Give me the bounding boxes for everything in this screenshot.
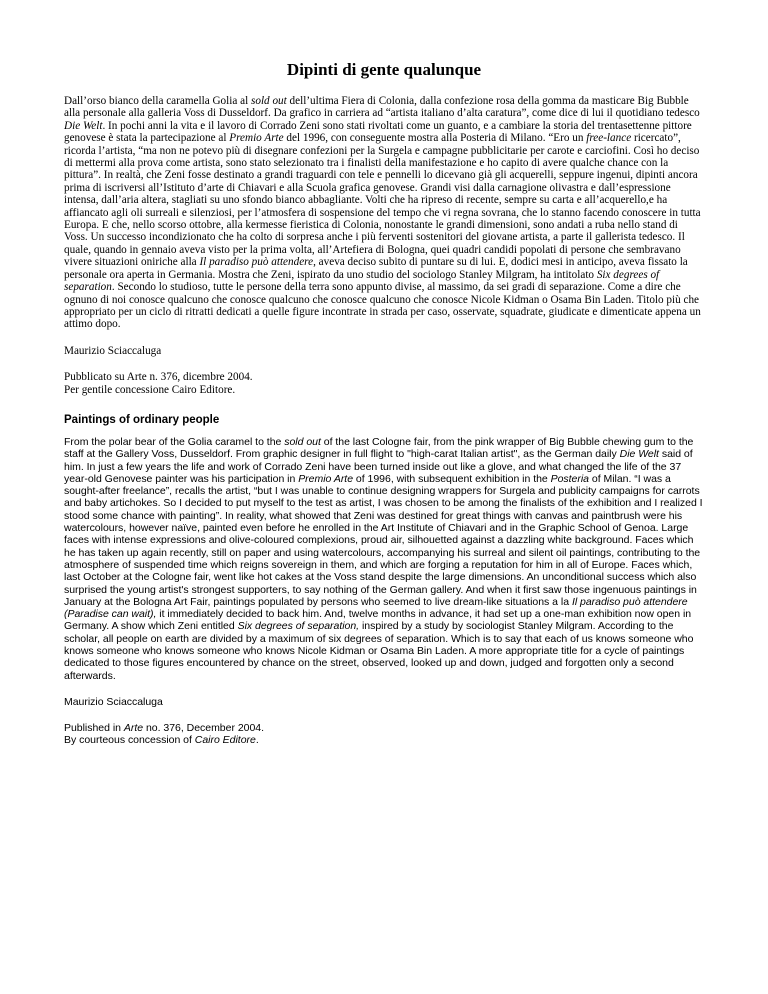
text-run: dell’ultima Fiera di Colonia, dalla confezione rosa della gomma da masticare Big Bubble alla personale alla galleria Voss di Dusseldorf. Da grafico in carriera ad “artista italiano d’alta caratura”, come dice di lui il quotidiano tedesco: [64, 95, 700, 120]
emphasis: Six degrees of separation,: [237, 620, 360, 633]
emphasis: Premio Arte: [298, 472, 354, 485]
text-run: , aveva deciso subito di puntare su di lui. E, dodici mesi in anticipo, aveva fissato la personale ora aperta in Germania. Mostra che Zeni, ispirato da uno studio del sociologo Stanley Milgram, ha intitolato: [64, 256, 688, 281]
text-run: it immediately decided to back him. And, twelve months in advance, it had set up a one-man exhibition now open in Germany. A show which Zeni entitled: [64, 608, 692, 633]
emphasis: sold out: [284, 435, 321, 448]
text-run: Published in: [64, 722, 124, 735]
english-title: Paintings of ordinary people: [64, 413, 220, 426]
text-run: inspired by a study by sociologist Stanley Milgram. According to the scholar, all people on earth are divided by a maximum of six degrees of separation. Which is to say that each of us knows someone who knows someone who knows someone who knows Nicole Kidman or Osama Bin Laden. A more appropriate title for a cycle of paintings dedicated to those figures encountered by chance on the street, observed, looked up and down, judged and forgotten only a second afterwards.: [64, 620, 694, 682]
emphasis: Arte: [123, 722, 144, 735]
text-run: ricercato”, ricorda l’artista, “ma non ne potevo più di disegnare confezioni per la Surgela e campagne pubblicitarie per carote e carciofini. Così ho deciso di mettermi alla prova come artista, sono stato selezionato tra i finalisti della manifestazione e ho capito di avere qualche chance con la pittura”. In realtà, che Zeni fosse destinato a grandi traguardi con tele e pennelli lo dicevano già gli acquerelli, seppure ingenui, dipinti ancora prima di iscriversi all’Istituto d’arte di Chiavari e alla Scuola grafica genovese. Grandi visi dalla carnagione olivastra e dall’espressione intensa, dall’aria altera, stagliati su uno sfondo bianco abbagliante. Volti che ha ripreso di recente, sempre su carta e all’acquerello,e ha affiancato agli oli surreali e silenziosi, per l’atmosfera di sospensione del tempo che vi regna sovrana, che lo stanno facendo conoscere in tutta Europa. E che, nello scorso ottobre, alla kermesse fieristica di Colonia, nonostante le grandi dimensioni, sono andati a ruba nello stand di Voss. Un successo incondizionato che ha colto di sorpresa anche i più ferventi sostenitori del giovane artista, a parte il gallerista tedesco. Il quale, quando in gennaio aveva visto per la prima volta, all’Artefiera di Bologna, quei quadri candidi popolati di persone che sembravano vivere situazioni oniriche alla: [64, 132, 701, 269]
emphasis: Il paradiso può attendere: [199, 256, 314, 269]
english-concession: [64, 734, 704, 746]
emphasis: sold out: [251, 95, 287, 107]
emphasis: Die Welt: [64, 119, 103, 132]
emphasis: Il paradiso può attendere (Paradise can wait),: [64, 595, 688, 621]
text-run: By courteous concession of: [64, 734, 195, 747]
text-run: . In pochi anni la vita e il lavoro di Corrado Zeni sono stati rivoltati come un guanto, e a cambiare la storia del trentasettenne pittore genovese è stata la partecipazione al: [64, 119, 692, 145]
emphasis: Premio Arte: [229, 132, 284, 145]
text-run: of the last Cologne fair, from the pink wrapper of Big Bubble chewing gum to the staff at the Gallery Voss, Dusseldorf. From graphic designer in full flight to "high-carat Italian artist", as the German daily: [64, 435, 694, 461]
emphasis: Six degrees of separation: [64, 268, 660, 294]
english-published: [64, 722, 704, 734]
document-page: [64, 60, 704, 747]
text-run: . Secondo lo studioso, tutte le persone della terra sono appunto divise, al massimo, da sei gradi di separazione. Come a dire che ognuno di noi conosce qualcuno che conosce qualcuno che conosce qualcuno che conosce Nicole Kidman o Osama Bin Laden. Titolo più che appropriato per un ciclo di ritratti dedicati a quelle figure incontrate in strada per caso, osservate, squadrate, giudicate e dimenticate appena un attimo dopo.: [64, 281, 701, 331]
emphasis: Posteria: [550, 472, 589, 485]
english-body: [64, 436, 704, 682]
emphasis: Cairo Editore: [194, 734, 256, 747]
text-run: Dall’orso bianco della caramella Golia al: [64, 95, 251, 107]
text-run: no. 376, December 2004.: [143, 722, 264, 735]
english-author: Maurizio Sciaccaluga: [64, 695, 163, 708]
text-run: of 1996, with subsequent exhibition in the: [353, 472, 551, 485]
text-run: of Milan. “I was a sought-after freelance”, recalls the artist, “but I was unable to continue designing wrappers for Surgela and publicity campaigns for carrots and baby artichokes. So I decided to put myself to the test as artist, I was chosen to be among the finalists of the exhibition and I realized I stood some chance with painting”. In reality, what showed that Zeni was destined for great things with canvas and paintbrush were his watercolours, however naïve, painted even before he enrolled in the Art Institute of Chiavari and in the Graphic School of Genoa. Large faces with intense expressions and olive-coloured complexions, proud air, silhouetted against a dazzling white background. Faces which he has taken up again recently, still on paper and using watercolours, accompanying his surreal and silent oil paintings, contributing to the atmosphere of suspended time which reigns sovereign in them, and which are forging a reputation for him in all of Europe. Faces which, last October at the Cologne fair, went like hot cakes at the Voss stand despite the large dimensions. An unconditional success which also surprised the young artist's strongest supporters, to say nothing of the German gallery. And when it first saw those ingenuous paintings in January at the Bologna Art Fair, paintings populated by persons who seemed to live dream-like situations a la: [64, 472, 703, 608]
italian-author: Maurizio Sciaccaluga: [64, 344, 162, 357]
italian-published: Pubblicato su Arte n. 376, dicembre 2004.: [64, 371, 253, 384]
text-run: said of him. In just a few years the life and work of Corrado Zeni have been turned inside out like a glove, and what changed the life of the 37 year-old Genovese painter was his participation in: [64, 448, 693, 485]
text-run: del 1996, con conseguente mostra alla Posteria di Milano. “Ero un: [283, 132, 587, 145]
emphasis: free-lance: [586, 132, 632, 145]
italian-body: [64, 95, 704, 331]
italian-title: Dipinti di gente qualunque: [286, 60, 482, 79]
italian-concession: Per gentile concessione Cairo Editore.: [64, 383, 236, 396]
text-run: From the polar bear of the Golia caramel to the: [64, 435, 285, 448]
emphasis: Die Welt: [619, 448, 659, 461]
text-run: .: [255, 734, 259, 747]
